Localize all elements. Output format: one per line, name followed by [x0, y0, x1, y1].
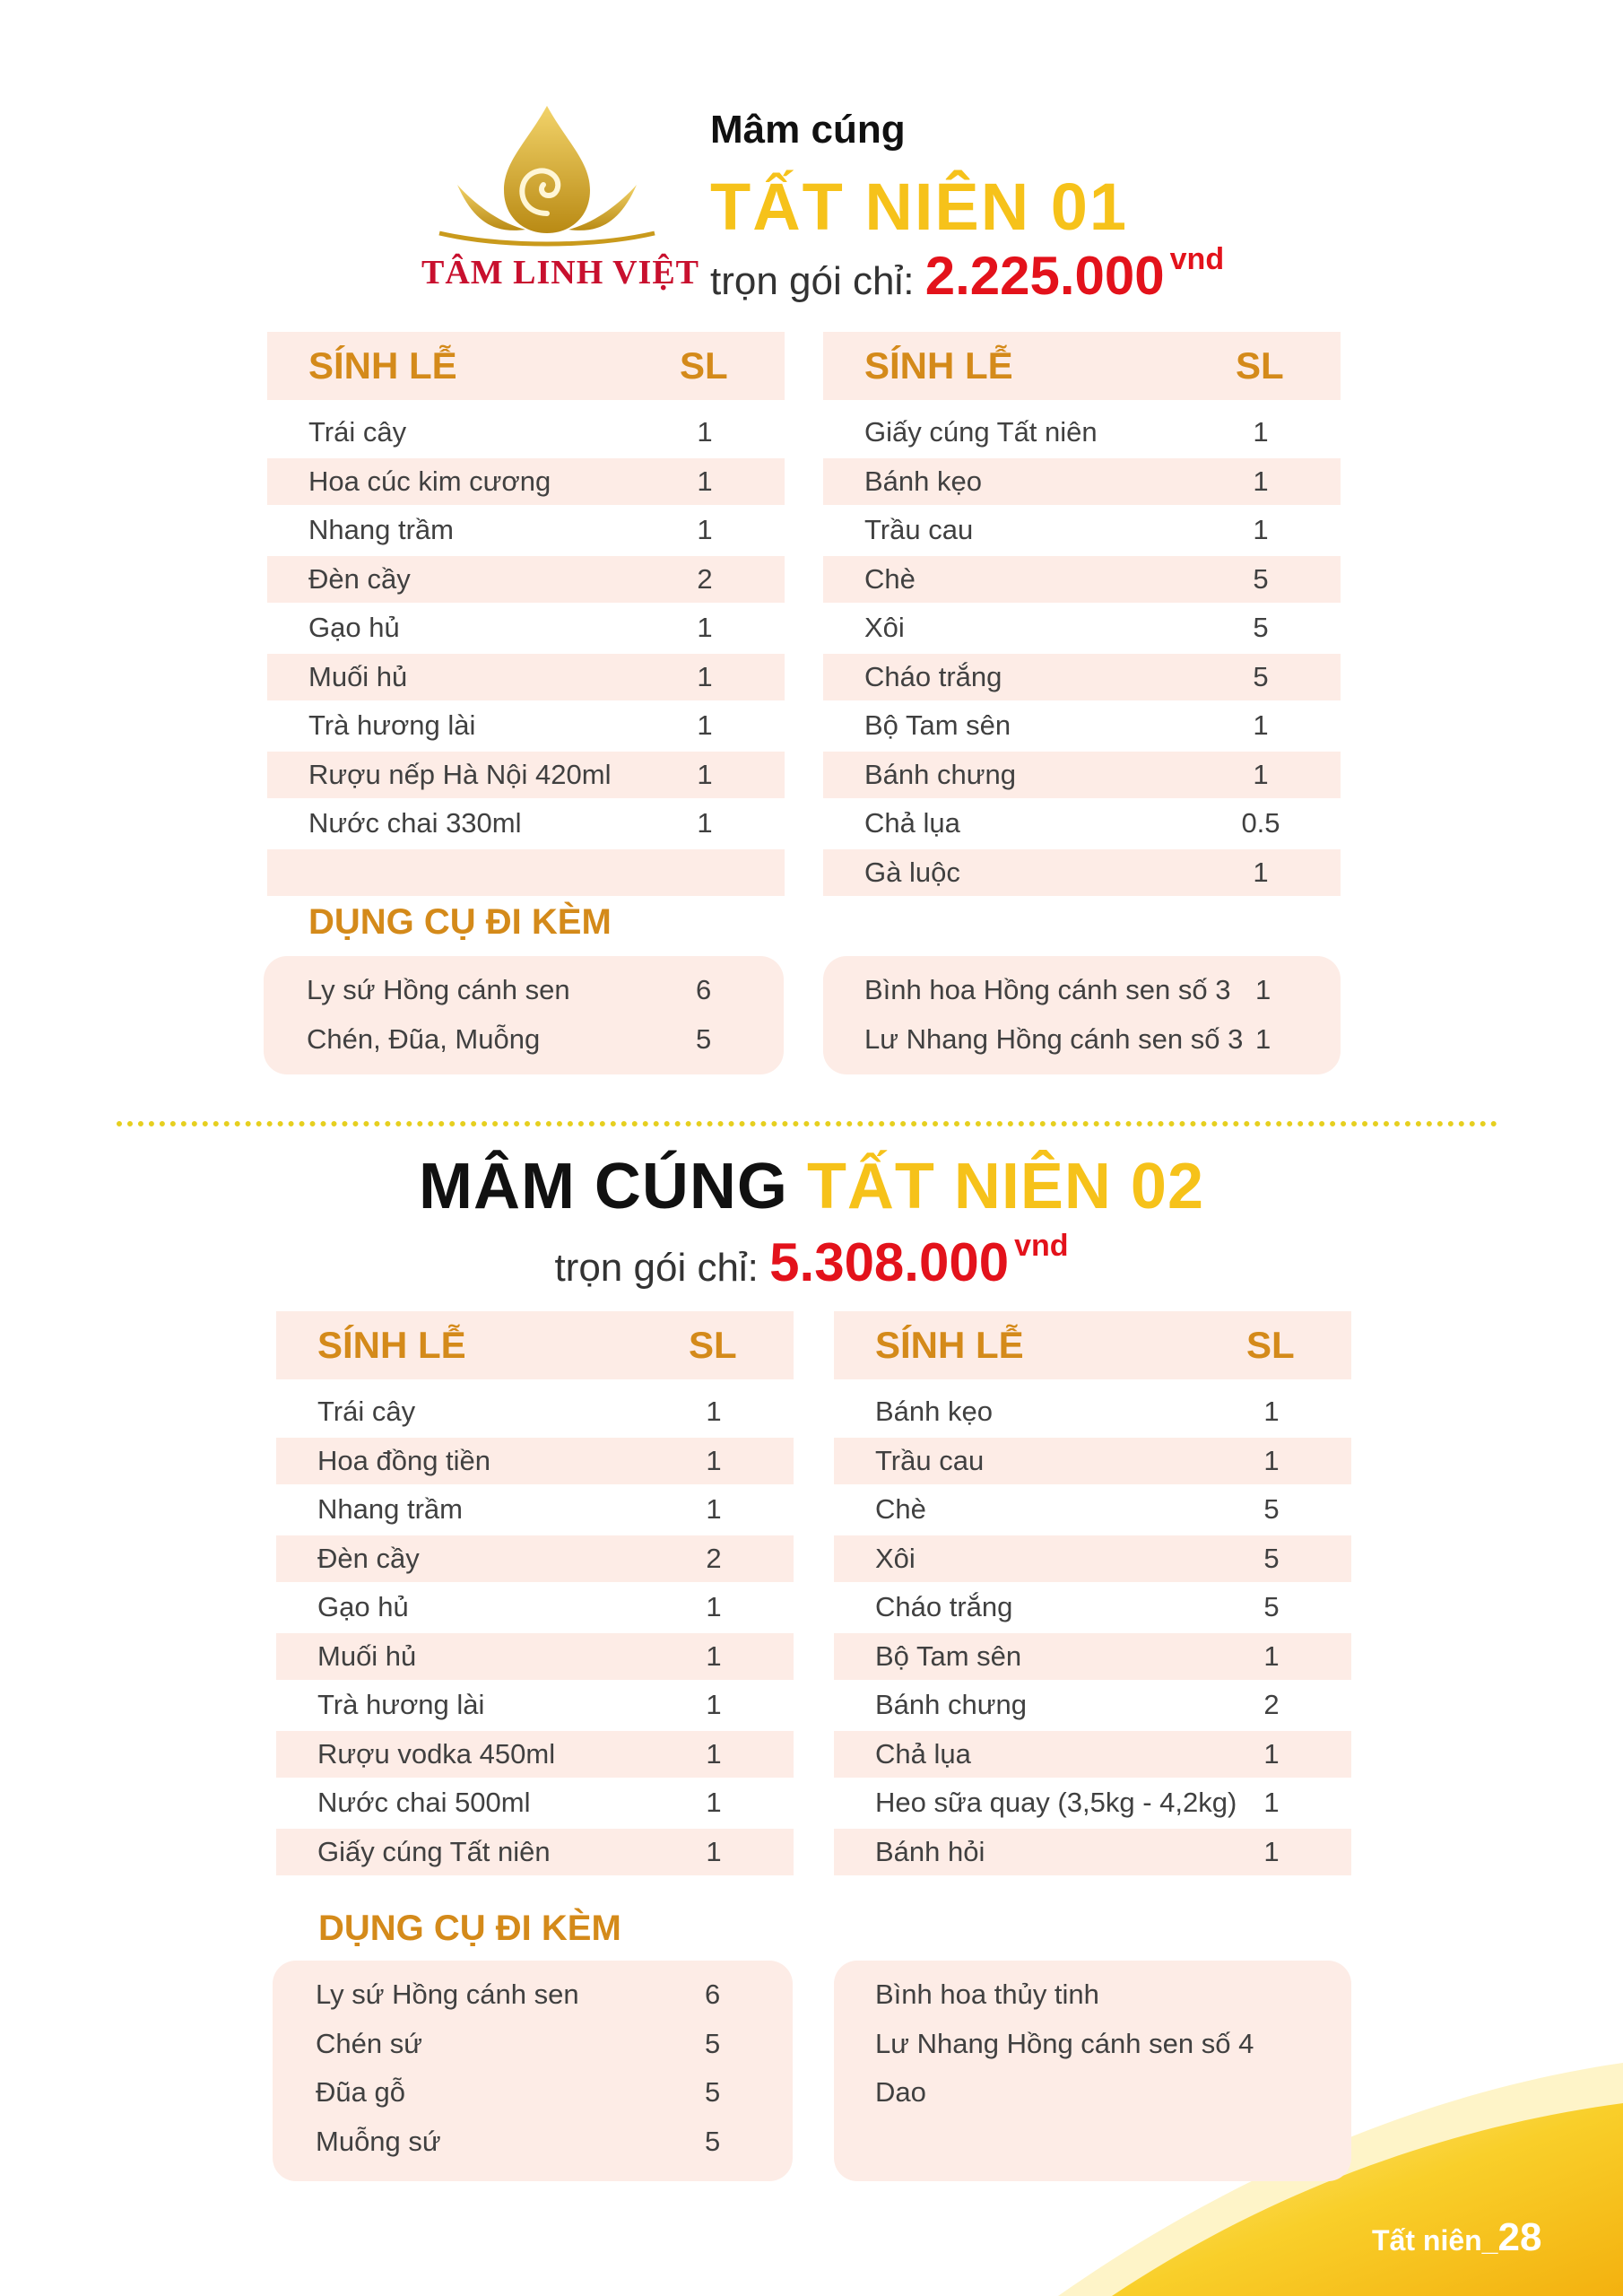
tray1-kicker: Mâm cúng	[710, 108, 906, 152]
table-row	[834, 1779, 1351, 1826]
tray2-right-table	[834, 1311, 1351, 1885]
tool-item-qty: 5	[696, 1022, 712, 1055]
item-name: Bộ Tam sên	[875, 1639, 1022, 1672]
tool-item-name: Bình hoa Hồng cánh sen số 3	[864, 974, 1231, 1005]
table-row	[276, 1584, 794, 1631]
table-row	[823, 702, 1341, 749]
col-name-header: SÍNH LỄ	[875, 1324, 1024, 1366]
price-prefix: trọn gói chỉ:	[554, 1246, 759, 1290]
table-row	[823, 556, 1341, 603]
item-qty: 1	[697, 612, 713, 643]
item-name: Nước chai 330ml	[308, 807, 522, 839]
col-name-header: SÍNH LỄ	[308, 344, 457, 387]
item-qty: 1	[1263, 1787, 1280, 1818]
col-name-header: SÍNH LỄ	[864, 344, 1013, 387]
table-row	[834, 1486, 1351, 1533]
table-row	[834, 1438, 1351, 1484]
item-name: Đèn cầy	[308, 562, 411, 595]
item-name: Xôi	[864, 612, 905, 643]
item-name: Bộ Tam sên	[864, 709, 1011, 741]
item-name: Chả lụa	[875, 1737, 971, 1770]
table-row	[823, 752, 1341, 798]
col-qty-header: SL	[680, 344, 728, 387]
tray2-title	[0, 1150, 1623, 1223]
table-row	[267, 507, 785, 553]
table-row	[823, 507, 1341, 553]
item-name: Trái cây	[317, 1396, 416, 1427]
tool-item-qty: 6	[696, 974, 712, 1005]
price-prefix: trọn gói chỉ:	[710, 259, 915, 303]
item-name: Muối hủ	[317, 1639, 417, 1672]
section-divider	[117, 1121, 1497, 1126]
table-row	[276, 1682, 794, 1728]
item-qty: 5	[1253, 562, 1269, 595]
tray2-title-gold: TẤT NIÊN 02	[806, 1151, 1205, 1222]
item-qty: 1	[1253, 465, 1269, 497]
item-qty: 2	[706, 1542, 722, 1574]
item-qty: 1	[1263, 1444, 1280, 1476]
item-name: Gà luộc	[864, 856, 960, 888]
item-qty: 0.5	[1241, 807, 1280, 839]
item-qty: 1	[697, 514, 713, 545]
col-qty-header: SL	[689, 1324, 737, 1366]
brand-name: TÂM LINH VIỆT	[421, 254, 700, 291]
tool-item-name: Lư Nhang Hồng cánh sen số 3	[864, 1022, 1244, 1055]
item-name: Trái cây	[308, 416, 407, 448]
item-name: Bánh kẹo	[864, 465, 982, 497]
tool-item-qty: 6	[705, 1979, 721, 2010]
table-header	[834, 1311, 1351, 1379]
tray2-tools-right-box	[834, 1961, 1351, 2181]
item-name: Giấy cúng Tất niên	[864, 416, 1098, 448]
item-name: Heo sữa quay (3,5kg - 4,2kg)	[875, 1787, 1237, 1818]
tray2-price: 5.308.000	[769, 1232, 1010, 1292]
col-name-header: SÍNH LỄ	[317, 1324, 466, 1366]
table-row	[267, 409, 785, 456]
table-row	[267, 654, 785, 700]
item-qty: 5	[1263, 1542, 1280, 1574]
item-name: Trà hương lài	[308, 709, 476, 741]
tray2-price-line	[0, 1229, 1623, 1293]
table-row	[276, 1779, 794, 1826]
item-qty: 1	[1263, 1639, 1280, 1672]
tool-item-name: Bình hoa thủy tinh	[875, 1979, 1099, 2010]
item-name: Nhang trầm	[317, 1493, 463, 1525]
item-qty: 5	[1253, 660, 1269, 692]
item-name: Bánh kẹo	[875, 1396, 993, 1427]
item-name: Chả lụa	[864, 807, 960, 839]
table-row	[267, 752, 785, 798]
table-row	[267, 702, 785, 749]
item-qty: 1	[697, 660, 713, 692]
tray2-tools-left-box	[273, 1961, 793, 2181]
tray1-tools-left-box	[264, 956, 784, 1074]
item-name: Trầu cau	[864, 514, 974, 545]
col-qty-header: SL	[1236, 344, 1284, 387]
item-qty: 1	[697, 416, 713, 448]
item-qty: 1	[1253, 758, 1269, 790]
tool-item-name: Đũa gỗ	[316, 2076, 405, 2108]
table-row	[267, 458, 785, 505]
tool-item-qty: 5	[705, 2027, 721, 2059]
table-row	[834, 1584, 1351, 1631]
item-name: Nhang trầm	[308, 514, 454, 545]
tool-item-name: Lư Nhang Hồng cánh sen số 4	[875, 2027, 1254, 2059]
item-qty: 5	[1263, 1591, 1280, 1622]
currency-unit: vnd	[1169, 242, 1225, 276]
table-row	[823, 849, 1341, 896]
tool-item-name: Dao	[875, 2076, 926, 2108]
page-number: 28	[1497, 2215, 1542, 2259]
item-name: Bánh hỏi	[875, 1835, 985, 1867]
footer-section: Tất niên_	[1372, 2224, 1498, 2257]
item-name: Rượu vodka 450ml	[317, 1737, 556, 1770]
item-name: Trầu cau	[875, 1444, 985, 1476]
item-qty: 1	[1253, 514, 1269, 545]
tool-item-name: Ly sứ Hồng cánh sen	[316, 1979, 579, 2010]
item-name: Bánh chưng	[864, 758, 1016, 790]
table-row	[823, 604, 1341, 651]
item-name: Cháo trắng	[875, 1591, 1013, 1622]
item-name: Nước chai 500ml	[317, 1787, 531, 1818]
item-name: Cháo trắng	[864, 660, 1002, 692]
tool-item-name: Chén sứ	[316, 2027, 422, 2059]
item-qty: 1	[1253, 416, 1269, 448]
item-name: Giấy cúng Tất niên	[317, 1835, 551, 1867]
tool-item-name: Ly sứ Hồng cánh sen	[307, 974, 570, 1005]
item-name: Đèn cầy	[317, 1542, 420, 1574]
item-qty: 1	[1263, 1835, 1280, 1867]
table-row	[276, 1438, 794, 1484]
item-name: Bánh chưng	[875, 1689, 1027, 1720]
item-name: Trà hương lài	[317, 1689, 485, 1720]
tool-item-qty: 1	[1255, 1022, 1271, 1055]
table-header	[267, 332, 785, 400]
item-qty: 1	[697, 758, 713, 790]
table-row	[276, 1486, 794, 1533]
item-qty: 1	[1253, 856, 1269, 888]
table-row	[267, 800, 785, 847]
table-row	[834, 1388, 1351, 1435]
item-qty: 1	[706, 1493, 722, 1525]
item-qty: 1	[706, 1639, 722, 1672]
item-qty: 1	[1263, 1396, 1280, 1427]
table-header	[823, 332, 1341, 400]
item-name: Chè	[875, 1493, 926, 1525]
tray1-price: 2.225.000	[924, 246, 1165, 306]
table-row	[823, 409, 1341, 456]
table-row	[834, 1731, 1351, 1778]
tool-item-qty: 5	[705, 2125, 721, 2157]
item-qty: 5	[1253, 612, 1269, 643]
item-qty: 1	[706, 1396, 722, 1427]
item-qty: 1	[706, 1787, 722, 1818]
tool-item-qty: 5	[705, 2076, 721, 2108]
tray2-left-table	[276, 1311, 794, 1885]
table-row	[267, 556, 785, 603]
brand-logo	[421, 99, 700, 305]
tray1-right-table	[823, 332, 1341, 897]
table-row	[276, 1388, 794, 1435]
item-name: Chè	[864, 562, 916, 595]
item-name: Xôi	[875, 1542, 916, 1574]
item-name: Muối hủ	[308, 660, 408, 692]
table-row	[823, 458, 1341, 505]
table-row	[823, 800, 1341, 847]
page-footer	[1372, 2215, 1541, 2260]
tray1-tools-right-box	[823, 956, 1341, 1074]
item-qty: 1	[706, 1591, 722, 1622]
item-qty: 5	[1263, 1493, 1280, 1525]
item-name: Rượu nếp Hà Nội 420ml	[308, 758, 612, 790]
tray1-left-table	[267, 332, 785, 897]
item-qty: 1	[706, 1689, 722, 1720]
tool-item-name: Muỗng sứ	[316, 2125, 441, 2157]
item-qty: 1	[706, 1835, 722, 1867]
item-qty: 2	[1263, 1689, 1280, 1720]
table-row	[823, 654, 1341, 700]
table-row	[267, 849, 785, 896]
item-qty: 1	[697, 465, 713, 497]
item-name: Hoa đồng tiền	[317, 1444, 491, 1476]
currency-unit: vnd	[1014, 1229, 1069, 1263]
table-row	[276, 1829, 794, 1875]
item-qty: 1	[706, 1737, 722, 1770]
item-qty: 2	[697, 562, 713, 595]
table-row	[834, 1829, 1351, 1875]
table-row	[834, 1682, 1351, 1728]
item-qty: 1	[697, 807, 713, 839]
tool-item-name: Chén, Đũa, Muỗng	[307, 1022, 541, 1055]
item-name: Hoa cúc kim cương	[308, 465, 551, 497]
tray1-title: TẤT NIÊN 01	[710, 170, 1129, 244]
table-header	[276, 1311, 794, 1379]
item-name: Gạo hủ	[317, 1591, 409, 1622]
col-qty-header: SL	[1246, 1324, 1295, 1366]
table-row	[276, 1535, 794, 1582]
table-row	[834, 1633, 1351, 1680]
item-name: Gạo hủ	[308, 612, 400, 643]
tray1-tools-title: DỤNG CỤ ĐI KÈM	[308, 902, 612, 942]
lotus-logo-icon	[421, 99, 673, 251]
table-row	[276, 1731, 794, 1778]
table-row	[834, 1535, 1351, 1582]
item-qty: 1	[697, 709, 713, 741]
tool-item-qty: 1	[1255, 974, 1271, 1005]
item-qty: 1	[1253, 709, 1269, 741]
table-row	[267, 604, 785, 651]
tray2-title-black: MÂM CÚNG	[418, 1151, 788, 1222]
table-row	[276, 1633, 794, 1680]
tray1-price-line	[710, 242, 1224, 307]
item-qty: 1	[1263, 1737, 1280, 1770]
item-qty: 1	[706, 1444, 722, 1476]
tray2-tools-title: DỤNG CỤ ĐI KÈM	[318, 1909, 621, 1948]
